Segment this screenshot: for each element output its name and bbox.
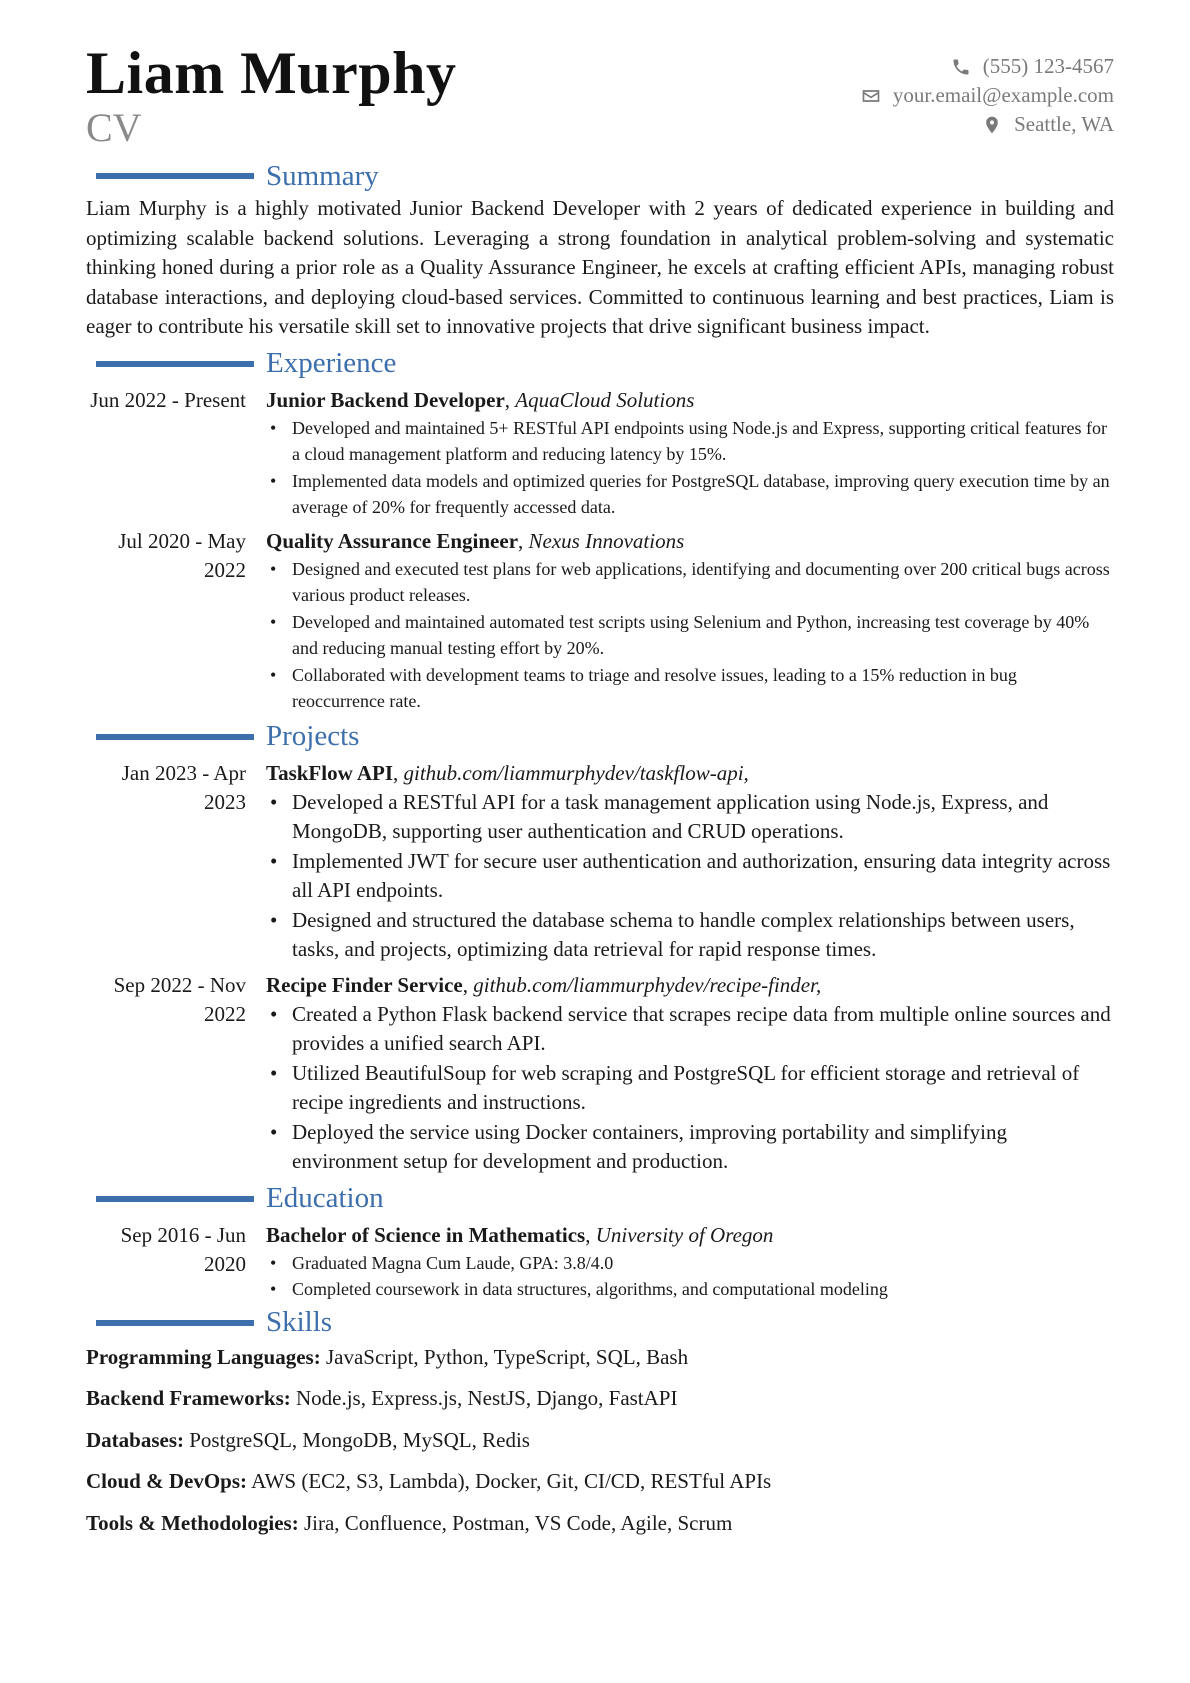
skill-row — [86, 1343, 1114, 1372]
bullet-item: • Collaborated with development teams to triage and resolve issues, leading to a 15% reduction in bug reoccurrence rate. — [266, 662, 1114, 715]
degree-name: Bachelor of Science in Mathematics — [266, 1222, 586, 1247]
school-name: University of Oregon — [595, 1222, 774, 1247]
section-header-experience — [86, 346, 1114, 382]
bullet-item: • Deployed the service using Docker containers, improving portability and simplifying environment setup for development and production. — [266, 1118, 1114, 1177]
skill-values: Node.js, Express.js, NestJS, Django, FastAPI — [295, 1386, 678, 1411]
entry-body — [266, 1221, 1114, 1303]
entry-date: Jun 2022 - Present — [90, 387, 246, 412]
section-divider — [96, 1320, 254, 1326]
section-title-skills: Skills — [266, 1306, 333, 1339]
project-link[interactable]: github.com/liammurphydev/taskflow-api, — [403, 760, 749, 785]
entry-date: Jul 2020 - May 2022 — [118, 528, 246, 582]
skill-row — [86, 1384, 1114, 1413]
location-text: Seattle, WA — [1014, 112, 1114, 136]
bullet-list — [266, 556, 1114, 715]
section-header-education — [86, 1181, 1114, 1217]
contact-phone — [861, 52, 1114, 81]
skill-values: JavaScript, Python, TypeScript, SQL, Bash — [325, 1344, 689, 1369]
skills-list — [86, 1343, 1114, 1538]
person-name: Liam Murphy — [86, 40, 457, 106]
email-address[interactable]: your.email@example.com — [892, 83, 1114, 107]
section-header-summary — [86, 158, 1114, 194]
cv-page — [86, 40, 1114, 1550]
bullet-list — [266, 1250, 1114, 1303]
skill-category: Backend Frameworks: — [86, 1386, 291, 1411]
project-name: Recipe Finder Service — [266, 972, 463, 997]
entry-body — [266, 759, 1114, 965]
skill-category: Cloud & DevOps: — [86, 1469, 248, 1494]
section-divider — [96, 173, 254, 179]
section-title-summary: Summary — [266, 159, 379, 192]
section-divider — [96, 361, 254, 367]
skill-values: PostgreSQL, MongoDB, MySQL, Redis — [189, 1427, 530, 1452]
bullet-item: • Designed and structured the database schema to handle complex relationships between users, tasks, and projects, optimizing data retrieval for rapid response times. — [266, 906, 1114, 965]
skill-category: Programming Languages: — [86, 1344, 321, 1369]
bullet-item: • Graduated Magna Cum Laude, GPA: 3.8/4.0 — [266, 1250, 1114, 1277]
bullet-item: • Implemented data models and optimized queries for PostgreSQL database, improving query execution time by an average of 20% for frequently accessed data. — [266, 468, 1114, 521]
entry-date: Sep 2016 - Jun 2020 — [120, 1222, 246, 1276]
phone-icon — [951, 57, 971, 77]
company-name: Nexus Innovations — [528, 528, 685, 553]
entry-body — [266, 527, 1114, 715]
section-title-experience: Experience — [266, 347, 397, 380]
document-subtitle: CV — [86, 105, 142, 150]
education-entry — [86, 1221, 1114, 1303]
experience-entry — [86, 386, 1114, 521]
company-name: AquaCloud Solutions — [515, 387, 695, 412]
section-divider — [96, 734, 254, 740]
skill-category: Databases: — [86, 1427, 184, 1452]
entry-title: TaskFlow API, github.com/liammurphydev/taskflow-api, — [266, 760, 749, 785]
bullet-item: • Developed and maintained automated test scripts using Selenium and Python, increasing test coverage by 40% and reducing manual testing effort by 20%. — [266, 609, 1114, 662]
bullet-list — [266, 788, 1114, 965]
job-role: Junior Backend Developer — [266, 387, 505, 412]
experience-entry — [86, 527, 1114, 715]
contact-block — [861, 52, 1114, 139]
entry-title: Junior Backend Developer, AquaCloud Solutions — [266, 387, 695, 412]
entry-title: Recipe Finder Service, github.com/liammurphydev/recipe-finder, — [266, 972, 822, 997]
entry-body — [266, 386, 1114, 521]
bullet-item: • Completed coursework in data structures, algorithms, and computational modeling — [266, 1276, 1114, 1303]
bullet-list — [266, 1000, 1114, 1177]
section-title-education: Education — [266, 1182, 384, 1215]
job-role: Quality Assurance Engineer — [266, 528, 519, 553]
skill-row — [86, 1467, 1114, 1496]
section-header-projects — [86, 719, 1114, 755]
bullet-item: • Utilized BeautifulSoup for web scraping and PostgreSQL for efficient storage and retrieval of recipe ingredients and instructions. — [266, 1059, 1114, 1118]
entry-date: Jan 2023 - Apr 2023 — [121, 760, 246, 814]
bullet-item: • Created a Python Flask backend service that scrapes recipe data from multiple online sources and provides a unified search API. — [266, 1000, 1114, 1059]
bullet-item: • Developed a RESTful API for a task management application using Node.js, Express, and MongoDB, supporting user authentication and CRUD operations. — [266, 788, 1114, 847]
entry-body — [266, 971, 1114, 1177]
skill-values: Jira, Confluence, Postman, VS Code, Agile, Scrum — [303, 1510, 733, 1535]
cv-header — [86, 40, 1114, 158]
bullet-item: • Developed and maintained 5+ RESTful API endpoints using Node.js and Express, supporting critical features for a cloud management platform and reducing latency by 15%. — [266, 415, 1114, 468]
bullet-item: • Designed and executed test plans for web applications, identifying and documenting over 200 critical bugs across various product releases. — [266, 556, 1114, 609]
contact-location — [861, 110, 1114, 139]
entry-title: Bachelor of Science in Mathematics, University of Oregon — [266, 1222, 774, 1247]
skill-values: AWS (EC2, S3, Lambda), Docker, Git, CI/CD, RESTful APIs — [251, 1469, 772, 1494]
project-entry — [86, 971, 1114, 1177]
section-header-skills — [86, 1305, 1114, 1341]
entry-date: Sep 2022 - Nov 2022 — [113, 972, 246, 1026]
bullet-list — [266, 415, 1114, 521]
section-divider — [96, 1196, 254, 1202]
project-name: TaskFlow API — [266, 760, 394, 785]
phone-number[interactable]: (555) 123-4567 — [982, 54, 1114, 78]
project-entry — [86, 759, 1114, 965]
skill-row — [86, 1426, 1114, 1455]
skill-row — [86, 1509, 1114, 1538]
summary-text: Liam Murphy is a highly motivated Junior Backend Developer with 2 years of dedicated experience in building and optimizing scalable backend solutions. Leveraging a strong foundation in analytical problem-solving and systematic thinking honed during a prior role as a Quality Assurance Engineer, he excels at crafting efficient APIs, managing robust database interactions, and deploying cloud-based services. Committed to continuous learning and best practices, Liam is eager to contribute his versatile skill set to innovative projects that drive significant business impact. — [86, 196, 1114, 339]
bullet-item: • Implemented JWT for secure user authentication and authorization, ensuring data integrity across all API endpoints. — [266, 847, 1114, 906]
map-pin-icon — [982, 115, 1002, 135]
skill-category: Tools & Methodologies: — [86, 1510, 299, 1535]
section-title-projects: Projects — [266, 720, 360, 753]
envelope-icon — [861, 86, 881, 106]
entry-title: Quality Assurance Engineer, Nexus Innovations — [266, 528, 685, 553]
contact-email — [861, 81, 1114, 110]
project-link[interactable]: github.com/liammurphydev/recipe-finder, — [473, 972, 822, 997]
